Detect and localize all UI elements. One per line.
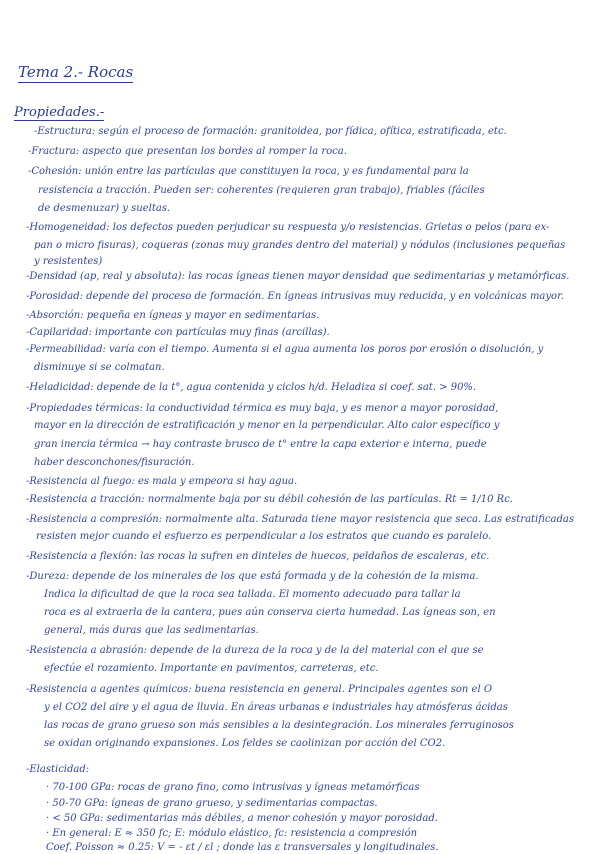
note-line: -Estructura: según el proceso de formación: granitoidea, por fídica, ofítica, estratificada, etc. [34,126,507,137]
note-line: -Resistencia a agentes químicos: buena resistencia en general. Principales agentes son el O [26,684,493,695]
note-line: resistencia a tracción. Pueden ser: coherentes (requieren gran trabajo), friables (fáciles [38,185,485,196]
note-line: -Permeabilidad: varía con el tiempo. Aumenta si el agua aumenta los poros por erosión o disolución, y [26,344,544,355]
note-line: -Resistencia a abrasión: depende de la dureza de la roca y de la del material con el que se [26,645,484,656]
note-line: · < 50 GPa: sedimentarias más débiles, a menor cohesión y mayor porosidad. [46,813,438,824]
note-line: -Resistencia a compresión: normalmente alta. Saturada tiene mayor resistencia que seca. Las estratificadas [26,514,574,525]
note-line: efectúe el rozamiento. Importante en pavimentos, carreteras, etc. [44,663,379,674]
note-line: disminuye si se colmatan. [34,362,165,373]
note-line: -Elasticidad: [26,764,90,775]
note-line: haber desconchones/fisuración. [34,457,195,468]
note-line: -Densidad (ap, real y absoluta): las rocas ígneas tienen mayor densidad que sedimentarias y metamórficas. [26,271,570,282]
note-line: -Heladicidad: depende de la t°, agua contenida y ciclos h/d. Heladiza si coef. sat. > 90%. [26,382,477,393]
page-title: Tema 2.- Rocas [18,63,134,81]
note-line: -Absorción: pequeña en ígneas y mayor en sedimentarias. [26,310,320,321]
section-heading: Propiedades.- [14,105,105,120]
note-line: · En general: E ≈ 350 fc; E: módulo elástico, fc: resistencia a compresión [46,828,418,839]
note-line: roca es al extraerla de la cantera, pues aún conserva cierta humedad. Las ígneas son, en [44,607,496,618]
note-line: de desmenuzar) y sueltas. [38,203,171,214]
note-line: · 70-100 GPa: rocas de grano fino, como intrusivas y ígneas metamórficas [46,782,420,793]
note-line: y resistentes) [34,256,103,267]
note-line: gran inercia térmica → hay contraste brusco de t° entre la capa exterior e interna, puede [34,439,487,450]
note-line: mayor en la dirección de estratificación y menor en la perpendicular. Alto calor específico y [34,420,500,431]
note-line: -Dureza: depende de los minerales de los que está formada y de la cohesión de la misma. [26,571,479,582]
note-line: -Propiedades térmicas: la conductividad térmica es muy baja, y es menor a mayor porosidad, [26,403,499,414]
note-line: · 50-70 GPa: ígneas de grano grueso, y sedimentarias compactas. [46,798,378,809]
note-line: -Resistencia a tracción: normalmente baja por su débil cohesión de las partículas. Rt = 1/10 Rc. [26,494,513,505]
note-line: las rocas de grano grueso son más sensibles a la desintegración. Los minerales ferruginosos [44,720,514,731]
note-line: se oxidan originando expansiones. Los feldes se caolinizan por acción del CO2. [44,738,446,749]
note-line: -Capilaridad: importante con partículas muy finas (arcillas). [26,327,330,338]
note-line: -Fractura: aspecto que presentan los bordes al romper la roca. [28,146,347,157]
note-line: general, más duras que las sedimentarias. [44,625,259,636]
note-line: resisten mejor cuando el esfuerzo es perpendicular a los estratos que cuando es paralelo. [36,531,492,542]
note-line: Indica la dificultad de que la roca sea tallada. El momento adecuado para tallar la [44,589,461,600]
note-line: -Homogeneidad: los defectos pueden perjudicar su respuesta y/o resistencias. Grietas o pelos (para ex- [26,222,550,233]
note-line: -Resistencia a flexión: las rocas la sufren en dinteles de huecos, peldaños de escaleras, etc. [26,551,490,562]
note-line: pan o micro fisuras), coqueras (zonas muy grandes dentro del material) y nódulos (inclusiones pequeñas [34,240,566,251]
note-line: -Resistencia al fuego: es mala y empeora si hay agua. [26,476,298,487]
note-line: -Cohesión: unión entre las partículas que constituyen la roca, y es fundamental para la [28,166,469,177]
note-line: -Porosidad: depende del proceso de formación. En ígneas intrusivas muy reducida, y en volcánicas mayor. [26,291,564,302]
note-line: y el CO2 del aire y el agua de lluvia. En áreas urbanas e industriales hay atmósferas ácidas [44,702,508,713]
note-line: Coef. Poisson ≈ 0.25: V = - εt / εl ; donde las ε transversales y longitudinales. [46,842,439,853]
